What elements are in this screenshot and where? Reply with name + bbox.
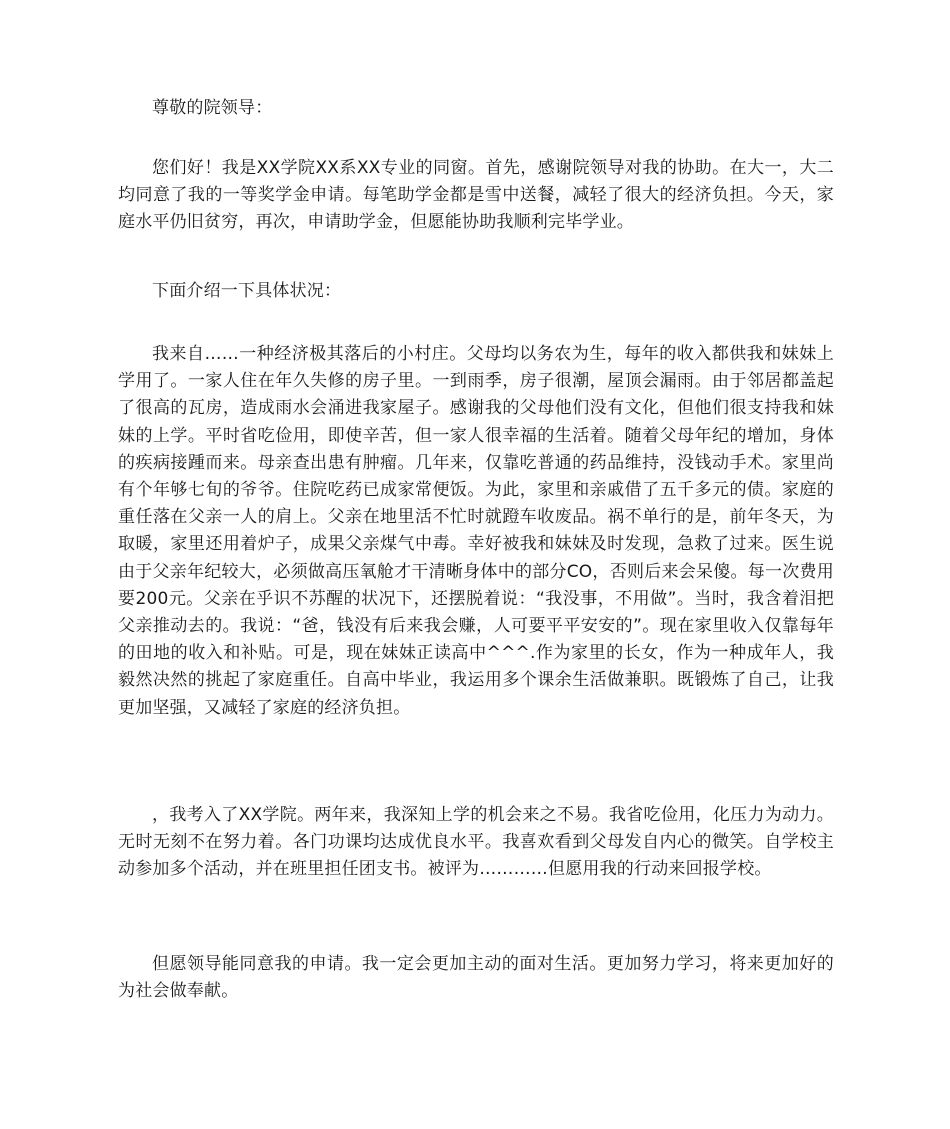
- paragraph-college-life: ，我考入了XX学院。两年来，我深知上学的机会来之不易。我省吃俭用，化压力为动力。无时无刻不在努力着。各门功课均达成优良水平。我喜欢看到父母发自内心的微笑。自学校主动参加多个活动，并在班里担任团支书。被评为…………但愿用我的行动来回报学校。: [118, 805, 834, 880]
- paragraph-lead: 下面介绍一下具体状况：: [152, 281, 342, 301]
- paragraph-closing: 但愿领导能同意我的申请。我一定会更加主动的面对生活。更加努力学习，将来更加好的为社会做奉献。: [118, 954, 834, 1002]
- paragraph-family-situation: 我来自……一种经济极其落后的小村庄。父母均以务农为生，每年的收入都供我和妹妹上学用了。一家人住在年久失修的房子里。一到雨季，房子很潮，屋顶会漏雨。由于邻居都盖起了很高的瓦房，造成雨水会涌进我家屋子。感谢我的父母他们没有文化，但他们很支持我和妹妹的上学。平时省吃俭用，即使辛苦，但一家人很幸福的生活着。随着父母年纪的增加，身体的疾病接踵而来。母亲查出患有肿瘤。几年来，仅靠吃普通的药品维持，没钱动手术。家里尚有个年够七旬的爷爷。住院吃药已成家常便饭。为此，家里和亲戚借了五千多元的债。家庭的重任落在父亲一人的肩上。父亲在地里活不忙时就蹬车收废品。祸不单行的是，前年冬天，为取暖，家里还用着炉子，成果父亲煤气中毒。幸好被我和妹妹及时发现，急救了过来。医生说由于父亲年纪较大，必须做高压氧舱才干清晰身体中的部分CO，否则后来会呆傻。每一次费用要200元。父亲在乎识不苏醒的状况下，还摆脱着说：“我没事，不用做”。当时，我含着泪把父亲推动去的。我说：“爸，钱没有后来我会赚，人可要平平安安的”。现在家里收入仅靠每年的田地的收入和补贴。可是，现在妹妹正读高中^^^.作为家里的长女，作为一种成年人，我毅然决然的挑起了家庭重任。自高中毕业，我运用多个课余生活做兼职。既锻炼了自己，让我更加坚强，又减轻了家庭的经济负担。: [118, 344, 834, 718]
- paragraph-intro: 您们好！我是XX学院XX系XX专业的同窗。首先，感谢院领导对我的协助。在大一，大二均同意了我的一等奖学金申请。每笔助学金都是雪中送餐，减轻了很大的经济负担。今天，家庭水平仍旧贫穷，再次，申请助学金，但愿能协助我顺利完毕学业。: [118, 158, 834, 233]
- salutation: 尊敬的院领导：: [152, 98, 273, 118]
